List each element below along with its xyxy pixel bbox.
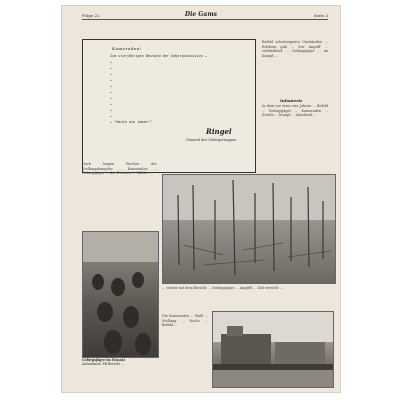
article-column-right-2: In dem vor etwa vier Jahren … Befehl … Gebirgsjäger … Kameraden … Straße … Kampf … Abschnitt … (262, 104, 328, 118)
article-column-bottom-left: Die Kameraden … Wald … Stellung … Nacht … Befehl … (162, 314, 208, 328)
issue-number: Folge 22 (82, 13, 100, 18)
notice-signature-role: General der Gebirgstruppen (186, 138, 237, 142)
notice-signature: Ringel (206, 127, 232, 136)
header-rule (82, 19, 328, 20)
armored-train-photo (212, 311, 334, 388)
forest-clearing-photo (162, 174, 336, 284)
page-number: Seite 3 (313, 13, 328, 18)
article-column-right-top: Befehl schwierigsten Umständen … Erlebnis gab … Der Angriff … verbleibend … Gebirgsjäger … im Kampf … (262, 40, 328, 58)
notice-body: Zum vierjährigen Bestand der Gebirgsdivision … … … … … … … … … … … … "Heute wie immer!" (110, 54, 207, 124)
caption-title: Gebirgsjäger im Einsatz (82, 358, 125, 362)
soldiers-photo-caption (82, 358, 160, 367)
magazine-page (62, 6, 340, 392)
article-column-bottom: … weiter mit dem Bericht … Gebirgsjäger … Angriff … Ziel erreicht … (162, 286, 284, 290)
caption-text: Aufnahmen: PK-Bericht … (82, 362, 125, 367)
section-subheading: Infanterie (280, 98, 303, 103)
soldiers-column-photo (82, 231, 159, 358)
magazine-title: Die Gams (184, 11, 218, 18)
article-column-left: Nach langen Wochen des Stellungskampfes … Kameraden … Gebirgsjäger … der Division … Wälder … (82, 162, 157, 176)
notice-heading: Kameraden! (112, 46, 142, 51)
